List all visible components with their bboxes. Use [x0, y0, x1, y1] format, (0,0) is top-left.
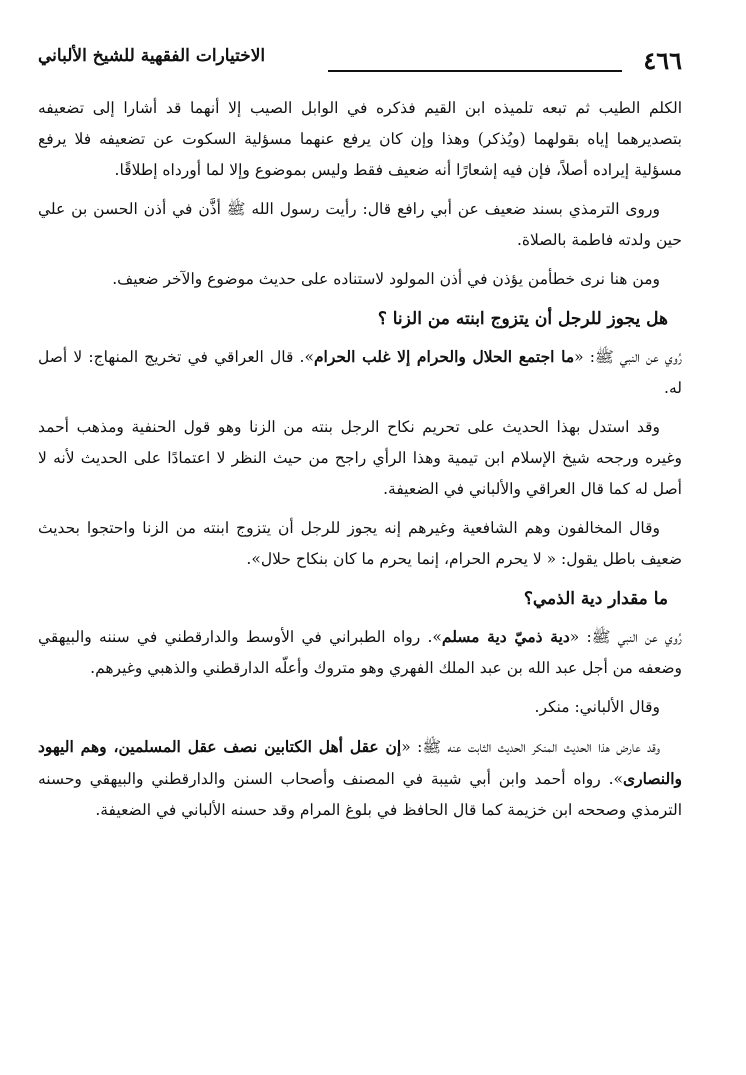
page-body [38, 93, 682, 834]
paragraph [38, 621, 682, 684]
page-number: ٤٦٦ [643, 46, 682, 75]
paragraph: وقال الألباني: منكر. [534, 698, 660, 716]
paragraph: وقد استدل بهذا الحديث على تحريم نكاح الرجل بنته من الزنا وهو قول الحنفية ومذهب أحمد وغيره ورجحه شيخ الإسلام ابن تيمية وهذا الرأي راجح من حيث النظر لا اعتمادًا على الحديث لأنه لا أصل له كما قال العراقي والألباني في الضعيفة. [38, 418, 682, 498]
section-heading: ما مقدار دية الذمي؟ [523, 589, 668, 609]
text-run: وقد عارض هذا الحديث المنكر الحديث الثابت عنه ﷺ: « [401, 738, 661, 756]
hadith-quote: دية ذميّ دية مسلم [441, 627, 570, 646]
page-header [38, 40, 682, 80]
paragraph [38, 341, 682, 404]
hadith-quote: ما اجتمع الحلال والحرام إلا غلب الحرام [313, 347, 575, 366]
hadith-quote: إن عقل أهل الكتابين نصف عقل المسلمين، وهم اليهود والنصارى [38, 737, 682, 788]
text-run: رُوي عن النبي ﷺ: « [574, 348, 682, 366]
paragraph: وقال المخالفون وهم الشافعية وغيرهم إنه يجوز للرجل أن يتزوج ابنته من الزنا واحتجوا بحديث ضعيف باطل يقول: « لا يحرم الحرام، إنما يحرم ما كان بنكاح حلال». [38, 519, 682, 568]
paragraph: الكلم الطيب ثم تبعه تلميذه ابن القيم فذكره في الوابل الصيب إلا أنهما قد أشارا إلى تضعيفه بتصديرهما إياه بقولهما (ويُذكر) وهذا وإن كان يرفع عنهما مسؤلية السكوت عن تضعيفه فلا يرفع مسؤلية إيراده أصلاً، فإن فيه إشعارًا أنه ضعيف فقط وليس بموضوع وإلا لما أورداه إطلاقًا. [38, 99, 682, 179]
paragraph: وروى الترمذي بسند ضعيف عن أبي رافع قال: رأيت رسول الله ﷺ أذَّن في أذن الحسن بن علي حين ولدته فاطمة بالصلاة. [38, 200, 682, 249]
section-heading: هل يجوز للرجل أن يتزوج ابنته من الزنا ؟ [377, 309, 668, 329]
running-title: الاختيارات الفقهية للشيخ الألباني [38, 46, 266, 66]
text-run: ». قال العراقي في تخريج المنهاج: لا أصل له. [38, 348, 682, 397]
text-run: رُوي عن النبي ﷺ: « [569, 628, 682, 646]
text-run: ». رواه أحمد وابن أبي شيبة في المصنف وأصحاب السنن والدارقطني والبيهقي وحسنه الترمذي وصححه ابن خزيمة كما قال الحافظ في بلوغ المرام وقد حسنه الألباني في الضعيفة. [38, 770, 682, 819]
paragraph: ومن هنا نرى خطأمن يؤذن في أذن المولود لاستناده على حديث موضوع والآخر ضعيف. [112, 270, 660, 288]
paragraph [38, 731, 682, 826]
text-run: ». رواه الطبراني في الأوسط والدارقطني في سننه والبيهقي وضعفه من أجل عبد الله بن عبد الملك الفهري وهو متروك وأعلّه الدارقطني والذهبي وغيرهم. [38, 628, 682, 677]
header-rule [328, 70, 622, 72]
